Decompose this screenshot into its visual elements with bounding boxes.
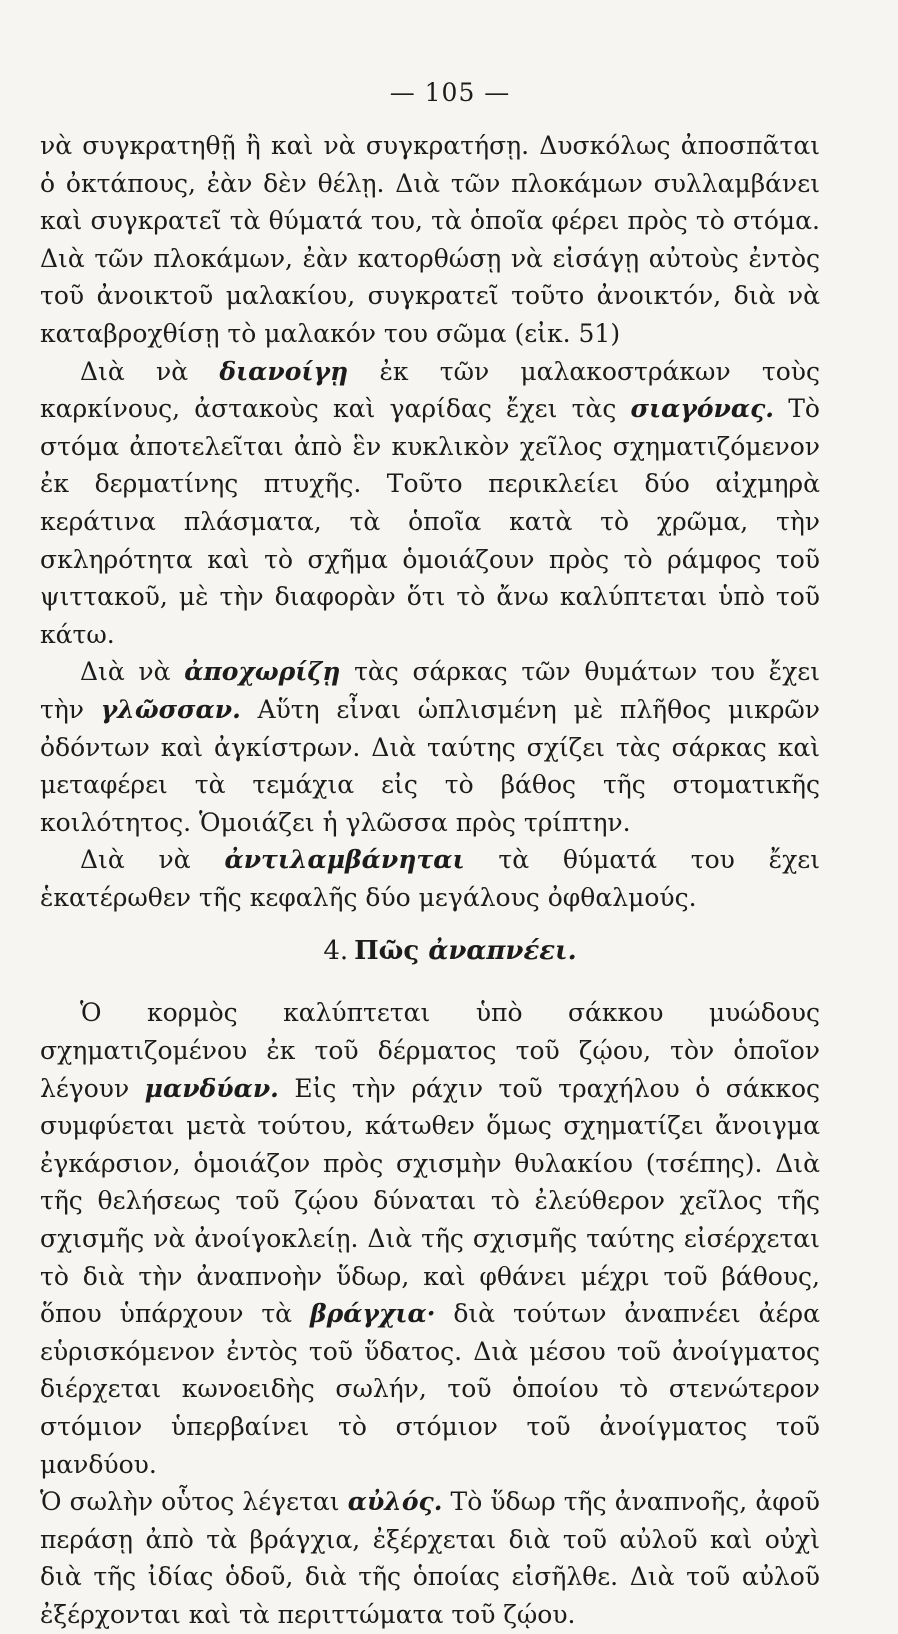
text-run: Διὰ νὰ (80, 845, 225, 875)
paragraph-jaws (40, 353, 820, 654)
emphasis-term: γλῶσσαν. (100, 694, 241, 724)
paragraph-eyes (40, 841, 820, 916)
paragraph-mantle (40, 994, 820, 1483)
text-run: Τὸ ὕδωρ τῆς ἀναπνοῆς, ἀφοῦ περάσῃ ἀπὸ τὰ βράγχια, ἐξέρχεται διὰ τοῦ αὐλοῦ καὶ οὐχὶ διὰ τῆς ἰδίας ὁδοῦ, διὰ τῆς ὁποίας εἰσῆλθε. Διὰ τοῦ αὐλοῦ ἐξέρχονται καὶ τὰ περιττώματα τοῦ ζῴου. (40, 1487, 820, 1629)
text-run: ἐκ τῶν μαλακοστράκων τοὺς καρκίνους, ἀστακοὺς καὶ γαρίδας ἔχει τὰς (40, 356, 820, 424)
text-run: Ὁ κορμὸς καλύπτεται ὑπὸ σάκκου μυώδους σχηματιζομένου ἐκ τοῦ δέρματος τοῦ ζῴου, τὸν ὁποῖον λέγουν (40, 998, 820, 1103)
emphasis-term: ἀποχωρίζῃ (184, 657, 341, 687)
text-run: διὰ τούτων ἀναπνέει ἀέρα εὑρισκόμενον ἐντὸς τοῦ ὕδατος. Διὰ μέσου τοῦ ἀνοίγματος διέρχεται κωνοειδὴς σωλήν, τοῦ ὁποίου τὸ στενώτερον στόμιον ὑπερβαίνει τὸ στόμιον τοῦ ἀνοίγματος τοῦ μανδύου. (40, 1299, 820, 1479)
emphasis-term: διανοίγῃ (219, 356, 349, 386)
paragraph-tongue (40, 653, 820, 841)
section-heading (80, 936, 820, 966)
text-run: Διὰ νὰ (80, 356, 220, 386)
text-run: Αὕτη εἶναι ὡπλισμένη μὲ πλῆθος μικρῶν ὀδόντων καὶ ἀγκίστρων. Διὰ ταύτης σχίζει τὰς σάρκας καὶ μεταφέρει τὰ τεμάχια εἰς τὸ βάθος τῆς στοματικῆς κοιλότητος. Ὁμοιάζει ἡ γλῶσσα πρὸς τρίπτην. (40, 694, 820, 837)
page-number: — 105 — (389, 78, 511, 107)
section-title-a: Πῶς (354, 936, 420, 967)
emphasis-term: μανδύαν. (144, 1073, 279, 1103)
text-run: Διὰ νὰ (80, 657, 185, 687)
text-run: Εἰς τὴν ράχιν τοῦ τραχήλου ὁ σάκκος συμφύεται μετὰ τούτου, κάτωθεν ὅμως σχηματίζει ἄνοιγμα ἐγκάρσιον, ὁμοιάζον πρὸς σχισμὴν θυλακίου (τσέπης). Διὰ τῆς θελήσεως τοῦ ζῴου δύναται τὸ ἐλεύθερον χεῖλος τῆς σχισμῆς νὰ ἀνοίγοκλείῃ. Διὰ τῆς σχισμῆς ταύτης εἰσέρχεται τὸ διὰ τὴν ἀναπνοὴν ὕδωρ, καὶ φθάνει μέχρι τοῦ βάθους, ὅπου ὑπάρχουν τὰ (40, 1073, 820, 1329)
section-title-b: ἀναπνέει. (419, 936, 577, 967)
text-run: τὰς σάρκας τῶν θυμάτων του ἔχει τὴν (40, 657, 820, 724)
text-run: τὰ θύματά του ἔχει ἑκατέρωθεν τῆς κεφαλῆς δύο μεγάλους ὀφθαλμούς. (40, 845, 820, 912)
emphasis-term: αὐλός. (347, 1487, 443, 1517)
paragraph-grasping: νὰ συγκρατηθῇ ἢ καὶ νὰ συγκρατήσῃ. Δυσκόλως ἀποσπᾶται ὁ ὀκτάπους, ἐὰν δὲν θέλῃ. Διὰ τῶν πλοκάμων συλλαμβάνει καὶ συγκρατεῖ τὰ θύματά του, τὰ ὁποῖα φέρει πρὸς τὸ στόμα. Διὰ τῶν πλοκάμων, ἐὰν κατορθώσῃ νὰ εἰσάγῃ αὐτοὺς ἐντὸς τοῦ ἀνοικτοῦ μαλακίου, συγκρατεῖ τοῦτο ἀνοικτόν, διὰ νὰ καταβροχθίσῃ τὸ μαλακόν του σῶμα (εἰκ. 51) (40, 131, 820, 348)
paragraph-siphon (40, 1483, 820, 1633)
text-run: Ὁ σωλὴν οὗτος λέγεται (40, 1487, 348, 1517)
emphasis-term: βράγχια· (309, 1299, 436, 1329)
emphasis-term: σιαγόνας. (630, 394, 775, 424)
section-number: 4. (323, 936, 349, 967)
emphasis-term: ἀντιλαμβάνηται (224, 845, 465, 875)
text-run: Τὸ στόμα ἀποτελεῖται ἀπὸ ἓν κυκλικὸν χεῖλος σχηματιζόμενον ἐκ δερματίνης πτυχῆς. Τοῦτο περικλείει δύο αἰχμηρὰ κεράτινα πλάσματα, τὰ ὁποῖα κατὰ τὸ χρῶμα, τὴν σκληρότητα καὶ τὸ σχῆμα ὁμοιάζουν πρὸς τὸ ράμφος τοῦ ψιττακοῦ, μὲ τὴν διαφορὰν ὅτι τὸ ἄνω καλύπτεται ὑπὸ τοῦ κάτω. (40, 394, 820, 649)
